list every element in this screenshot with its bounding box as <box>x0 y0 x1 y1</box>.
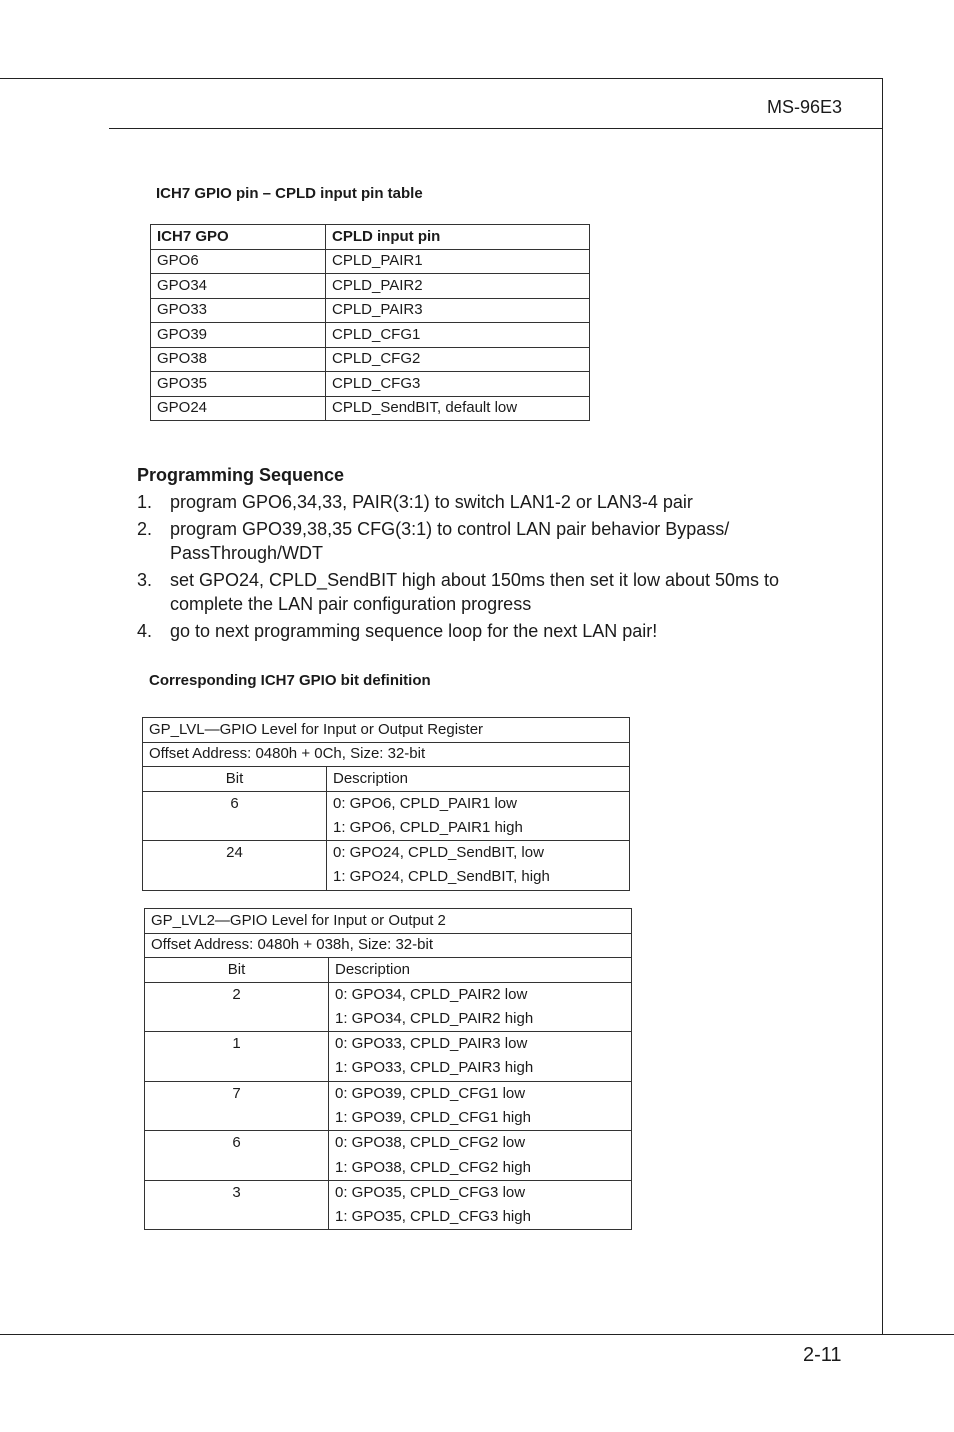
bit-cell: 7 <box>145 1081 329 1131</box>
list-item <box>137 568 817 616</box>
right-border-line <box>882 78 883 1335</box>
description-cell <box>329 1180 632 1230</box>
bit-cell: 3 <box>145 1180 329 1230</box>
low-description: 0: GPO33, CPLD_PAIR3 low <box>335 1035 528 1053</box>
gpo-cell: GPO35 <box>151 372 326 397</box>
table-row <box>151 249 590 274</box>
step-number: 3. <box>137 570 153 590</box>
step-number: 4. <box>137 621 153 641</box>
cpld-cell: CPLD_CFG2 <box>326 347 590 372</box>
step-text: set GPO24, CPLD_SendBIT high about 150ms then set it low about 50ms to complete the LAN pair configuration progress <box>170 570 780 614</box>
step-text: program GPO6,34,33, PAIR(3:1) to switch LAN1-2 or LAN3-4 pair <box>170 492 693 512</box>
high-description: 1: GPO33, CPLD_PAIR3 high <box>335 1059 534 1077</box>
table-row <box>145 1032 632 1082</box>
register-offset: Offset Address: 0480h + 038h, Size: 32-bit <box>145 933 632 958</box>
high-description: 1: GPO6, CPLD_PAIR1 high <box>333 818 523 836</box>
column-header: CPLD input pin <box>326 225 590 250</box>
cpld-cell: CPLD_PAIR2 <box>326 274 590 299</box>
description-column-header: Description <box>327 767 630 792</box>
high-description: 1: GPO34, CPLD_PAIR2 high <box>335 1009 534 1027</box>
header-rule <box>109 128 883 129</box>
bit-column-header: Bit <box>145 958 329 983</box>
bit-cell: 1 <box>145 1032 329 1082</box>
pin-table-header <box>151 225 590 250</box>
cpld-cell: CPLD_CFG3 <box>326 372 590 397</box>
pin-table-caption: ICH7 GPIO pin – CPLD input pin table <box>156 185 423 202</box>
description-column-header: Description <box>329 958 632 983</box>
gpo-cell: GPO39 <box>151 323 326 348</box>
gpo-cell: GPO38 <box>151 347 326 372</box>
register-title-row <box>145 909 632 934</box>
description-cell <box>329 1131 632 1181</box>
bit-cell: 2 <box>145 982 329 1032</box>
low-description: 0: GPO39, CPLD_CFG1 low <box>335 1084 526 1102</box>
low-description: 0: GPO24, CPLD_SendBIT, low <box>333 844 544 862</box>
cpld-cell: CPLD_PAIR3 <box>326 298 590 323</box>
list-item <box>137 490 817 514</box>
register-offset-row <box>143 742 630 767</box>
register-title: GP_LVL2—GPIO Level for Input or Output 2 <box>145 909 632 934</box>
table-row <box>151 323 590 348</box>
bit-cell: 6 <box>143 791 327 841</box>
column-header: ICH7 GPO <box>151 225 326 250</box>
description-cell <box>329 1032 632 1082</box>
gpo-cell: GPO34 <box>151 274 326 299</box>
list-item <box>137 517 817 565</box>
table-row <box>145 1180 632 1230</box>
step-text: go to next programming sequence loop for the next LAN pair! <box>170 621 658 641</box>
gpo-cell: GPO24 <box>151 396 326 421</box>
table-row <box>151 372 590 397</box>
step-text: program GPO39,38,35 CFG(3:1) to control LAN pair behavior Bypass/ PassThrough/WDT <box>170 519 730 563</box>
table-row <box>151 347 590 372</box>
register-offset: Offset Address: 0480h + 0Ch, Size: 32-bit <box>143 742 630 767</box>
gpo-cell: GPO33 <box>151 298 326 323</box>
programming-sequence-title: Programming Sequence <box>137 465 345 485</box>
top-border-line <box>0 78 883 79</box>
register-header-row <box>143 767 630 792</box>
table-row <box>151 396 590 421</box>
bit-column-header: Bit <box>143 767 327 792</box>
table-row <box>145 1081 632 1131</box>
bit-definition-caption: Corresponding ICH7 GPIO bit definition <box>149 672 431 689</box>
table-row <box>151 298 590 323</box>
low-description: 0: GPO34, CPLD_PAIR2 low <box>335 985 528 1003</box>
low-description: 0: GPO38, CPLD_CFG2 low <box>335 1134 526 1152</box>
register-offset-row <box>145 933 632 958</box>
cpld-cell: CPLD_SendBIT, default low <box>326 396 590 421</box>
high-description: 1: GPO35, CPLD_CFG3 high <box>335 1208 531 1226</box>
description-cell <box>329 1081 632 1131</box>
bit-cell: 6 <box>145 1131 329 1181</box>
gp-lvl-register-table <box>142 717 630 891</box>
description-cell <box>327 841 630 891</box>
bit-cell: 24 <box>143 841 327 891</box>
step-number: 2. <box>137 519 153 539</box>
cpld-cell: CPLD_PAIR1 <box>326 249 590 274</box>
description-cell <box>329 982 632 1032</box>
list-item <box>137 619 817 643</box>
pin-table <box>150 224 590 421</box>
register-header-row <box>145 958 632 983</box>
table-row <box>151 274 590 299</box>
low-description: 0: GPO35, CPLD_CFG3 low <box>335 1183 526 1201</box>
description-cell <box>327 791 630 841</box>
low-description: 0: GPO6, CPLD_PAIR1 low <box>333 794 517 812</box>
register-title: GP_LVL—GPIO Level for Input or Output Register <box>143 718 630 743</box>
model-number: MS-96E3 <box>767 97 843 117</box>
gpo-cell: GPO6 <box>151 249 326 274</box>
register-title-row <box>143 718 630 743</box>
bottom-border-line <box>0 1334 954 1335</box>
programming-steps <box>137 490 817 646</box>
high-description: 1: GPO24, CPLD_SendBIT, high <box>333 868 550 886</box>
high-description: 1: GPO38, CPLD_CFG2 high <box>335 1158 531 1176</box>
table-row <box>143 841 630 891</box>
table-row <box>143 791 630 841</box>
page-number: 2-11 <box>803 1344 842 1366</box>
gp-lvl2-register-table <box>144 908 632 1230</box>
table-row <box>145 1131 632 1181</box>
table-row <box>145 982 632 1032</box>
high-description: 1: GPO39, CPLD_CFG1 high <box>335 1108 531 1126</box>
step-number: 1. <box>137 492 153 512</box>
cpld-cell: CPLD_CFG1 <box>326 323 590 348</box>
